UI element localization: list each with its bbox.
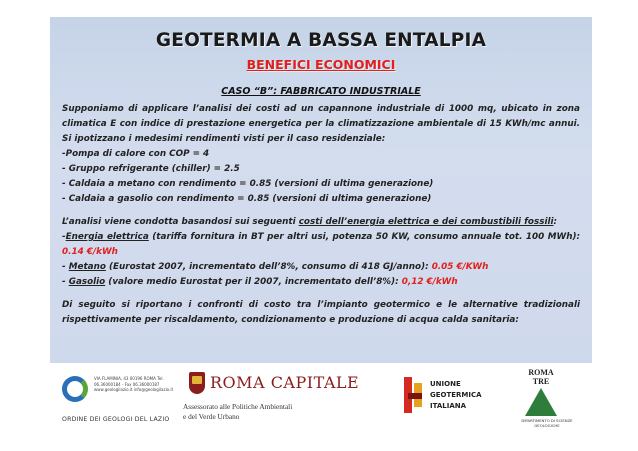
energy-prefix: -: [62, 232, 66, 242]
roma-shield-icon: [189, 372, 205, 394]
roma-tre-name: [525, 368, 557, 386]
assessorato-line: e del Verde Urbano: [183, 412, 240, 421]
energy-text: (tariffa fornitura in BT per altri usi, potenza 50 KW, consumo annuale tot. 100 MWh):: [148, 232, 580, 242]
roma-capitale-name: ROMA CAPITALE: [210, 373, 360, 392]
case-title: CASO “B”: FABBRICATO INDUSTRIALE: [221, 86, 421, 97]
list-item: - Caldaia a gasolio con rendimento = 0.85 (versioni di ultima generazione): [62, 194, 432, 204]
geologi-mark-icon: [62, 376, 88, 402]
spacer: [62, 290, 580, 298]
gasolio-item: [62, 275, 580, 290]
roma-tre-line: ROMA: [528, 368, 554, 377]
slide: [50, 17, 592, 363]
roma-tre-logo: [517, 368, 577, 430]
ugi-line: ITALIANA: [430, 402, 467, 410]
ordine-geologi-logo: [62, 372, 172, 432]
metano-price: 0.05 €/KWh: [431, 262, 489, 272]
ugi-name: [430, 379, 482, 412]
costs-prefix: L’analisi viene condotta basandosi sui seguenti: [62, 217, 299, 227]
energy-item: [62, 230, 580, 260]
costs-link-text: costi dell’energia elettrica e dei combustibili fossili: [298, 217, 554, 227]
costs-paragraph: [62, 215, 580, 230]
roma-tre-line: TRE: [532, 377, 550, 386]
spacer: [62, 207, 580, 215]
conclusion-paragraph: Di seguito si riportano i confronti di costo tra l’impianto geotermico e le alternative tradizionali rispettivamente per riscaldamento, condizionamento e produzione di acqua calda sanitaria:: [62, 300, 580, 325]
list-item: -Pompa di calore con COP = 4: [62, 149, 210, 159]
ugi-line: GEOTERMICA: [430, 391, 482, 399]
roma-capitale-logo: [183, 372, 361, 428]
list-item: - Gruppo refrigerante (chiller) = 2.5: [62, 164, 240, 174]
ugi-mark-icon: [404, 375, 426, 415]
gasolio-prefix: -: [62, 277, 69, 287]
slide-subtitle: BENEFICI ECONOMICI: [246, 57, 396, 72]
ugi-line: UNIONE: [430, 380, 461, 388]
metano-text: (Eurostat 2007, incrementato dell’8%, consumo di 418 GJ/anno):: [105, 262, 432, 272]
metano-prefix: -: [62, 262, 69, 272]
list-item: - Caldaia a metano con rendimento = 0.85 (versioni di ultima generazione): [62, 179, 434, 189]
slide-body: [62, 102, 580, 328]
ogl-name: ORDINE DEI GEOLOGI DEL LAZIO: [62, 416, 170, 423]
energy-label: Energia elettrica: [65, 232, 149, 242]
assessorato-line: Assessorato alle Politiche Ambientali: [183, 402, 293, 411]
intro-paragraph: Supponiamo di applicare l’analisi dei costi ad un capannone industriale di 1000 mq, ubicato in zona climatica E con indice di prestazione energetica per la climatizzazione ambientale di 15 KWh/mc annui. Si ipotizzano i medesimi rendimenti visti per il caso residenziale:: [62, 104, 580, 144]
gasolio-label: Gasolio: [68, 277, 106, 287]
dipartimento-text: DIPARTIMENTO DI SCIENZE GEOLOGICHE: [521, 418, 573, 428]
ugi-logo: [404, 375, 494, 420]
roma-tre-emblem-icon: [525, 388, 557, 416]
gasolio-text: (valore medio Eurostat per il 2007, incrementato dell’8%):: [105, 277, 402, 287]
metano-label: Metano: [68, 262, 106, 272]
ogl-address: VIA FLAMINIA, 43 00196 ROMA Tel. 06.36000184 - Fax 06.36000187 www.geologilazio.it info@geologilazio.it: [94, 376, 174, 392]
costs-suffix: :: [553, 217, 558, 227]
slide-title: GEOTERMIA A BASSA ENTALPIA: [155, 30, 487, 51]
gasolio-price: 0,12 €/kWh: [401, 277, 458, 287]
energy-price: 0.14 €/kWh: [62, 247, 118, 257]
metano-item: [62, 260, 580, 275]
assessorato-text: [183, 402, 292, 422]
